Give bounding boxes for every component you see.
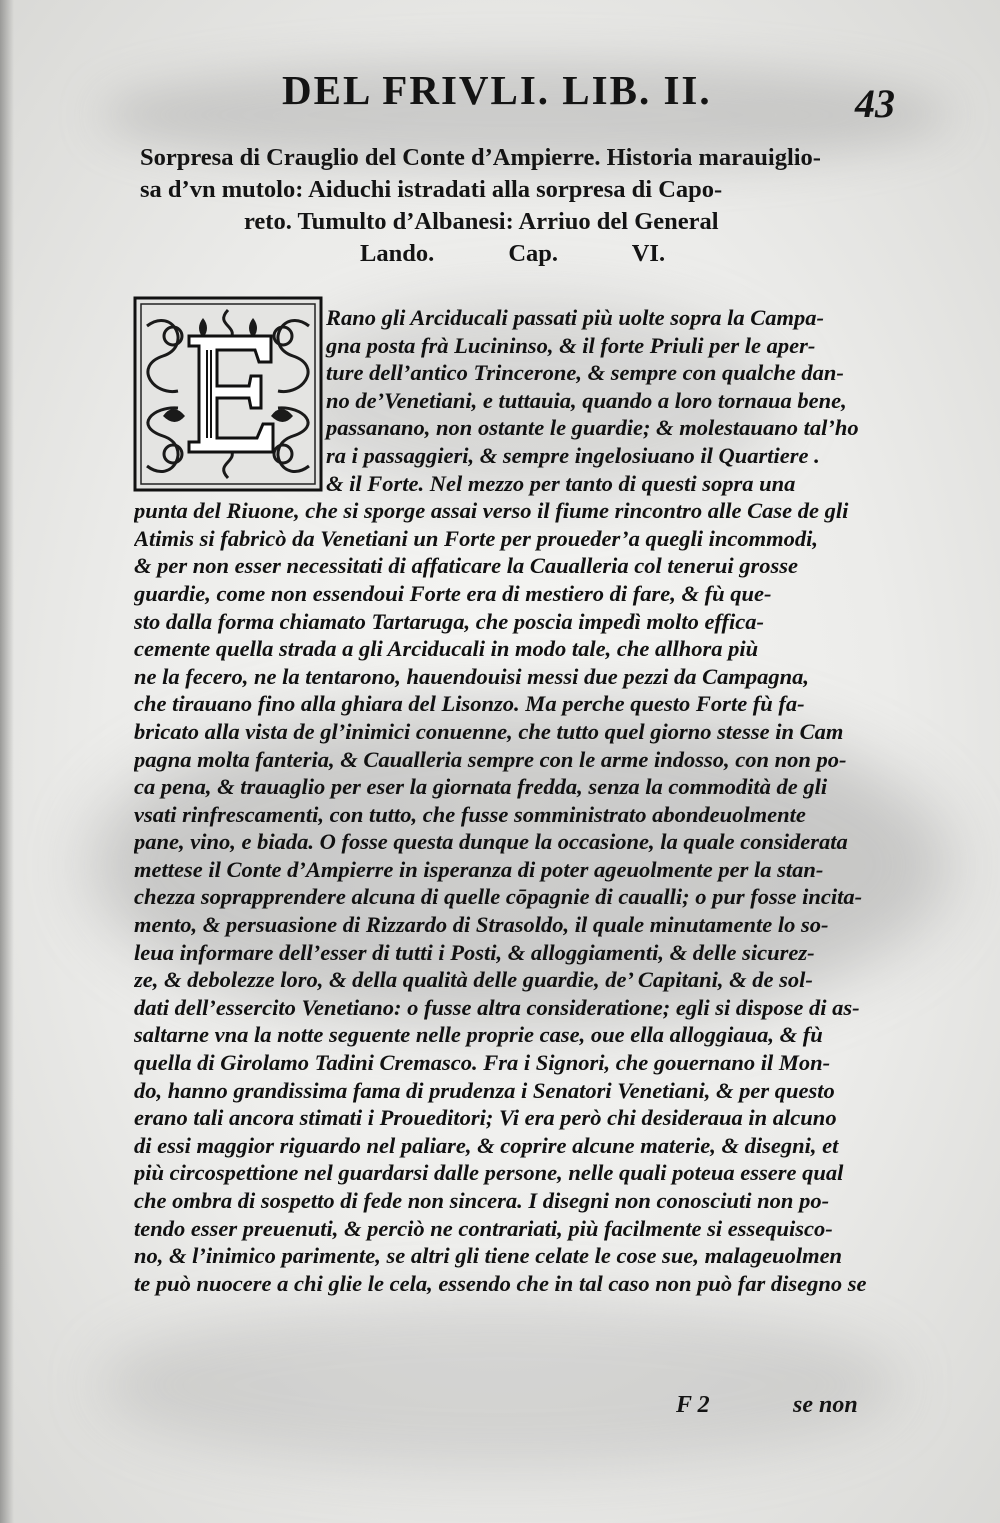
text-line: ze, & debolezze loro, & della qualità delle guardie, de’ Capitani, & de sol- bbox=[134, 967, 813, 993]
text-line: punta del Riuone, che si sporge assai verso il fiume rincontro alle Case de gli bbox=[134, 498, 849, 524]
text-line: tendo esser preuenuti, & perciò ne contrariati, più facilmente si essequisco- bbox=[134, 1215, 833, 1241]
text-line: & il Forte. Nel mezzo per tanto di questi sopra una bbox=[326, 470, 796, 496]
text-line: no de’Venetiani, e tuttauia, quando a loro tornaua bene, bbox=[326, 387, 847, 413]
heading-line: sa d’vn mutolo: Aiduchi istradati alla sorpresa di Capo- bbox=[140, 176, 723, 203]
text-line: mettese il Conte d’Ampierre in isperanza di poter ageuolmente per la stan- bbox=[134, 856, 824, 882]
text-line: ne la fecero, ne la tentarono, hauendouisi messi due pezzi da Campagna, bbox=[134, 663, 810, 689]
heading-line: Lando. Cap. VI. bbox=[360, 240, 666, 267]
page-gutter-shadow bbox=[0, 0, 14, 1523]
text-line: gna posta frà Lucininso, & il forte Priuli per le aper- bbox=[326, 332, 816, 358]
text-line: mento, & persuasione di Rizzardo di Strasoldo, il quale minutamente lo so- bbox=[134, 912, 829, 938]
text-line: di essi maggior riguardo nel paliare, & coprire alcune materie, & disegni, et bbox=[134, 1132, 839, 1158]
heading-line: Sorpresa di Crauglio del Conte d’Ampierre. Historia marauiglio- bbox=[140, 144, 821, 171]
text-line: sto dalla forma chiamato Tartaruga, che poscia impedì molto effica- bbox=[134, 608, 764, 634]
text-line: più circospettione nel guardarsi dalle persone, nelle quali poteua essere qual bbox=[134, 1160, 844, 1186]
text-line: quella di Girolamo Tadini Cremasco. Fra i Signori, che gouernano il Mon- bbox=[134, 1050, 831, 1076]
text-line: vsati rinfrescamenti, con tutto, che fusse somministrato abondeuolmente bbox=[134, 801, 806, 827]
text-line: guardie, come non essendoui Forte era di mestiero di fare, & fù que- bbox=[134, 580, 772, 606]
text-line: dati dell’essercito Venetiano: o fusse altra consideratione; egli si dispose di as- bbox=[134, 994, 860, 1020]
heading-line: reto. Tumulto d’Albanesi: Arriuo del General bbox=[244, 208, 719, 235]
text-line: pane, vino, e biada. O fosse questa dunque la occasione, la quale considerata bbox=[134, 829, 848, 855]
text-line: saltarne vna la notte seguente nelle proprie case, oue ella alloggiaua, & fù bbox=[134, 1022, 823, 1048]
text-line: no, & l’inimico parimente, se altri gli tiene celate le cose sue, malageuolmen bbox=[134, 1243, 843, 1269]
text-line: & per non esser necessitati di affaticare la Caualleria col tenerui grosse bbox=[134, 553, 798, 579]
text-line: ra i passaggieri, & sempre ingelosiuano il Quartiere . bbox=[326, 442, 820, 468]
text-line: che tirauano fino alla ghiara del Lisonzo. Ma perche questo Forte fù fa- bbox=[134, 691, 805, 717]
text-line: Rano gli Arciducali passati più uolte sopra la Campa- bbox=[326, 305, 824, 330]
text-line: bricato alla vista de gl’inimici conuenne, che tutto quel giorno stesse in Cam bbox=[134, 718, 844, 744]
text-line: passanano, non ostante le guardie; & molestauano tal’ho bbox=[326, 415, 859, 441]
ink-smudge bbox=[100, 1300, 900, 1470]
text-line: leua informare dell’esser di tutti i Posti, & alloggiamenti, & delle sicurez- bbox=[134, 939, 815, 965]
text-line: te può nuocere a chi glie le cela, essendo che in tal caso non può far disegno se bbox=[134, 1270, 867, 1296]
text-line: erano tali ancora stimati i Proueditori; Vi era però chi desideraua in alcuno bbox=[134, 1105, 837, 1131]
signature-mark: F 2 bbox=[676, 1392, 710, 1418]
text-line: Atimis si fabricò da Venetiani un Forte per proueder’a quegli incommodi, bbox=[134, 525, 819, 551]
body-text bbox=[134, 304, 909, 1297]
text-line: pagna molta fanteria, & Caualleria sempre con le arme indosso, con non po- bbox=[134, 746, 847, 772]
text-line: ture dell’antico Trincerone, & sempre con qualche dan- bbox=[326, 360, 844, 386]
chapter-heading bbox=[140, 142, 910, 270]
running-head: DEL FRIVLI. LIB. II. bbox=[282, 67, 712, 113]
catchword: se non bbox=[793, 1392, 858, 1418]
page-number: 43 bbox=[855, 81, 895, 126]
text-line: chezza soprapprendere alcuna di quelle cōpagnie di caualli; o pur fosse incita- bbox=[134, 884, 863, 910]
text-line: cemente quella strada a gli Arciducali in modo tale, che allhora più bbox=[134, 636, 759, 662]
text-line: do, hanno grandissima fama di prudenza i Senatori Venetiani, & per questo bbox=[134, 1077, 835, 1103]
text-line: ca pena, & trauaglio per eser la giornata fredda, senza la commodità de gli bbox=[134, 774, 828, 800]
text-line: che ombra di sospetto di fede non sincera. I disegni non conosciuti non po- bbox=[134, 1188, 830, 1213]
